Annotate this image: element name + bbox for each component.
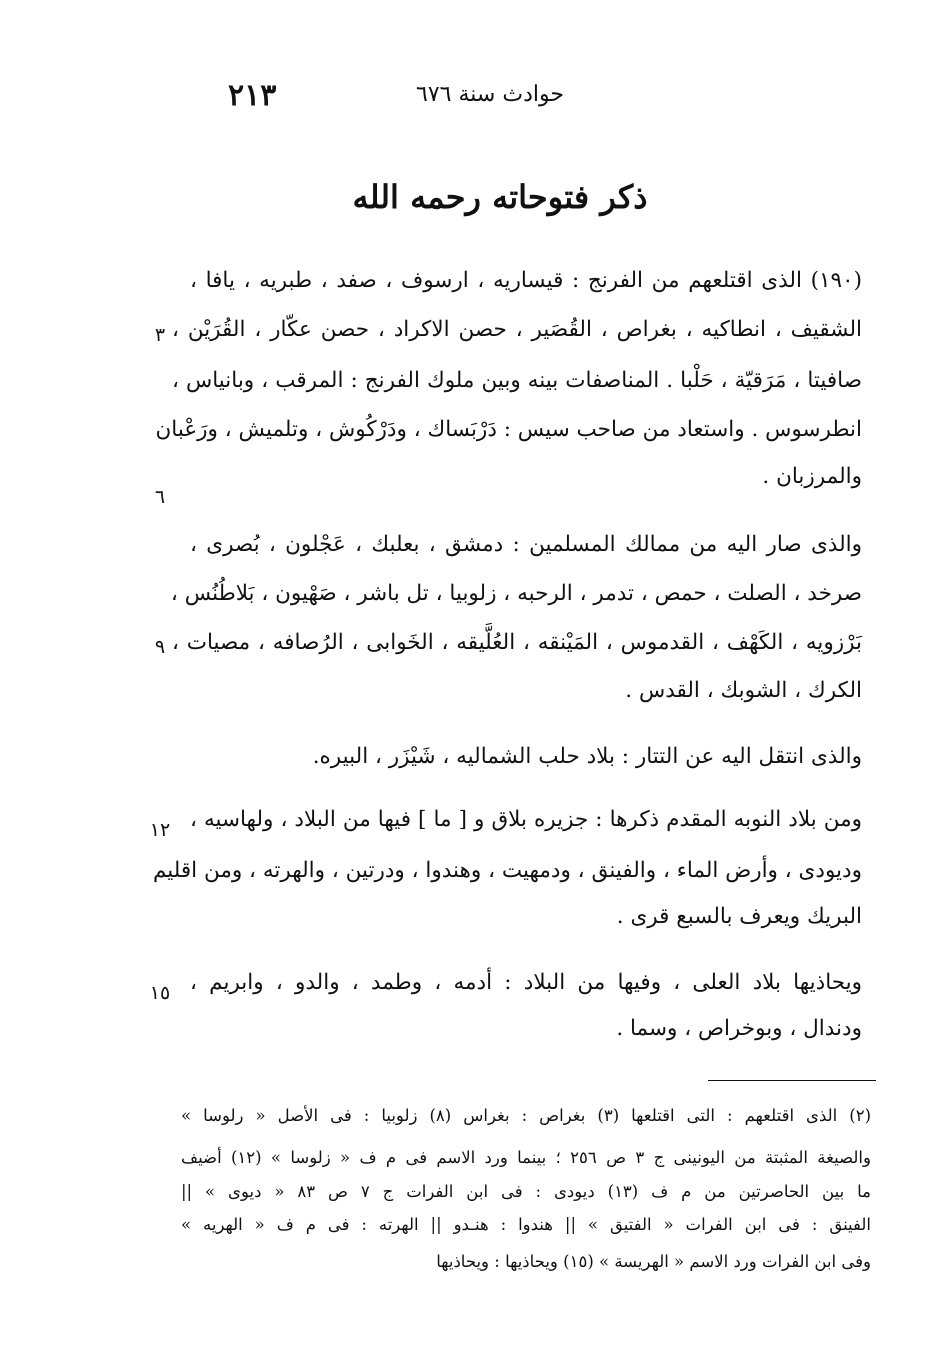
paragraph-1-line-5: والمرزبان . xyxy=(762,464,862,489)
paragraph-2-line-3: بَرْزويه ، الكَهْف ، القدموس ، المَيْنقه ، العُلَّيقه ، الخَوابى ، الرُصافه ، مصيات ، xyxy=(172,630,862,655)
paragraph-4-line-1: ومن بلاد النوبه المقدم ذكرها : جزيره بلاق و [ ما ] فيها من البلاد ، ولهاسيه ، xyxy=(190,807,862,832)
margin-line-number: ٩ xyxy=(154,636,166,658)
footnote-line-1: (٢) الذى اقتلعهم : التى اقتلعها (٣) بغراص : بغراس (٨) زلوبيا : فى الأصل « رلوسا » xyxy=(181,1106,871,1125)
paragraph-4-line-3: البريك ويعرف بالسبع قرى . xyxy=(616,904,862,929)
footnote-divider xyxy=(708,1080,876,1081)
running-head: حوادث سنة ٦٧٦ xyxy=(416,82,564,107)
margin-line-number: ٦ xyxy=(154,486,166,508)
paragraph-2-line-1: والذى صار اليه من ممالك المسلمين : دمشق ، بعلبك ، عَجْلون ، بُصرى ، xyxy=(190,532,862,557)
paragraph-1-line-4: انطرسوس . واستعاد من صاحب سيس : دَرْبَساك ، ودَرْكُوش ، وتلميش ، ورَعْبان xyxy=(155,417,862,442)
footnote-line-4: الفينق : فى ابن الفرات « الفتيق » || هندوا : هنـدو || الهرته : فى م ف « الهريه » xyxy=(181,1215,871,1234)
footnote-line-5: وفى ابن الفرات ورد الاسم « الهريسة » (١٥) ويحاذيها : ويحاذيها xyxy=(436,1252,871,1271)
paragraph-2-line-4: الكرك ، الشوبك ، القدس . xyxy=(625,678,862,703)
paragraph-5-line-1: ويحاذيها بلاد العلى ، وفيها من البلاد : أدمه ، وطمد ، والدو ، وابريم ، xyxy=(190,970,862,995)
footnote-line-2: والصيغة المثبتة من اليونينى ج ٣ ص ٢٥٦ ؛ بينما ورد الاسم فى م ف « زلوسا » (١٢) أضيف xyxy=(181,1148,871,1167)
paragraph-5-line-2: ودندال ، وبوخراص ، وسما . xyxy=(616,1016,862,1041)
page-header xyxy=(0,78,937,118)
paragraph-1-line-3: صافيتا ، مَرَقيّة ، حَلْبا . المناصفات بينه وبين ملوك الفرنج : المرقب ، وبانياس ، xyxy=(172,368,862,393)
paragraph-2-line-2: صرخد ، الصلت ، حمص ، تدمر ، الرحبه ، زلوبيا ، تل باشر ، صَهْيون ، بَلاطُنُس ، xyxy=(170,581,862,606)
section-title: ذكر فتوحاته رحمه الله xyxy=(352,178,648,216)
paragraph-4-line-2: وديودى ، وأرض الماء ، والفينق ، ودمهيت ، وهندوا ، ودرتين ، والهرته ، ومن اقليم xyxy=(152,858,862,883)
margin-line-number: ٣ xyxy=(154,324,166,346)
paragraph-3-line-1: والذى انتقل اليه عن التتار : بلاد حلب الشماليه ، شَيْزَر ، البيره. xyxy=(312,744,862,769)
paragraph-1-line-1: (١٩٠) الذى اقتلعهم من الفرنج : قيساريه ، ارسوف ، صفد ، طبريه ، يافا ، xyxy=(190,268,862,293)
margin-line-number: ١٥ xyxy=(149,982,171,1004)
footnote-line-3: ما بين الحاصرتين من م ف (١٣) ديودى : فى ابن الفرات ج ٧ ص ٨٣ « ديوى » || xyxy=(181,1182,871,1201)
margin-line-number: ١٢ xyxy=(149,819,171,841)
paragraph-1-line-2: الشقيف ، انطاكيه ، بغراص ، القُصَير ، حصن الاكراد ، حصن عكّار ، القُرَيْن ، xyxy=(172,317,862,342)
page-number: ٢١٣ xyxy=(228,78,277,113)
